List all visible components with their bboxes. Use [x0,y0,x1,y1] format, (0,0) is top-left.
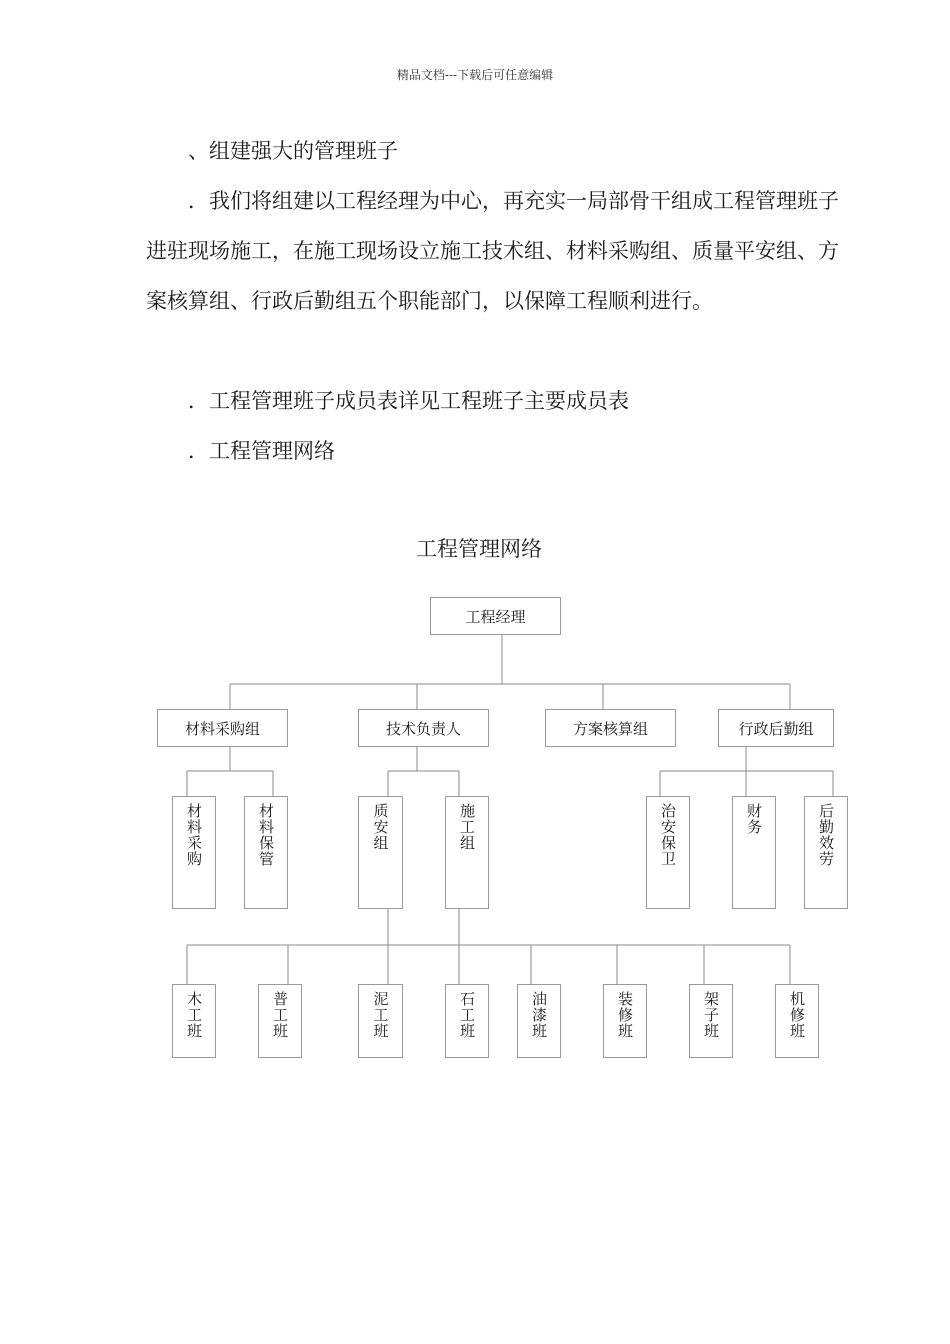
org-node-label: 质安组 [371,803,390,851]
org-chart-title: 工程管理网络 [416,537,542,561]
org-node-label: 技术负责人 [385,719,461,738]
org-node-label: 工程经理 [465,607,526,626]
org-node-label: 材料采购 [185,803,203,867]
org-node-material-buying [172,796,216,909]
org-node-stone-team [445,984,489,1058]
org-node-label: 材料采购组 [184,719,260,738]
org-node-label: 方案核算组 [572,719,648,738]
org-node-label: 石工班 [458,991,476,1039]
org-node-label: 架子班 [702,991,720,1039]
org-node-security [646,796,690,909]
org-node-construction [445,796,489,909]
org-node-label: 行政后勤组 [738,719,814,738]
org-node-label: 治安保卫 [659,803,677,867]
org-node-label: 材料保管 [257,803,275,867]
org-node-logistics-service [804,796,848,909]
org-node-label: 财务 [745,803,763,835]
page-header: 精品文档---下载后可任意编辑 [396,68,554,82]
paragraph-team-setup: ．我们将组建以工程经理为中心，再充实一局部骨干组成工程管理班子进驻现场施工，在施工现场设立施工技术组、材料采购组、质量平安组、方案核算组、行政后勤组五个职能部门，以保障工程顺利进行。 [146,189,839,313]
org-node-machine-repair-team [775,984,819,1058]
org-node-painting-team [517,984,561,1058]
org-node-material-purchasing [157,709,288,747]
paragraph-network: ．工程管理网络 [188,439,335,463]
org-node-finance [732,796,776,909]
org-node-material-storage [244,796,288,909]
org-node-admin-logistics [718,709,834,747]
org-node-general-labor-team [258,984,302,1058]
org-node-label: 施工组 [458,803,476,851]
paragraph-member-table: ．工程管理班子成员表详见工程班子主要成员表 [188,389,629,413]
org-node-quality-safety [358,796,403,909]
org-node-decoration-team [603,984,647,1058]
org-node-label: 泥工班 [371,991,390,1039]
org-node-technical-lead [358,709,489,747]
org-node-planning-accounting [545,709,676,747]
org-node-label: 装修班 [616,991,634,1039]
org-node-carpentry-team [172,984,216,1058]
section-heading: 、组建强大的管理班子 [188,139,398,163]
org-node-label: 普工班 [271,991,289,1039]
org-node-scaffolding-team [689,984,733,1058]
org-node-masonry-team [358,984,403,1058]
org-node-label: 油漆班 [530,991,548,1039]
org-node-label: 后勤效劳 [817,803,835,867]
org-node-label: 木工班 [185,991,203,1039]
org-node-label: 机修班 [788,991,806,1039]
org-node-project-manager [430,597,561,635]
